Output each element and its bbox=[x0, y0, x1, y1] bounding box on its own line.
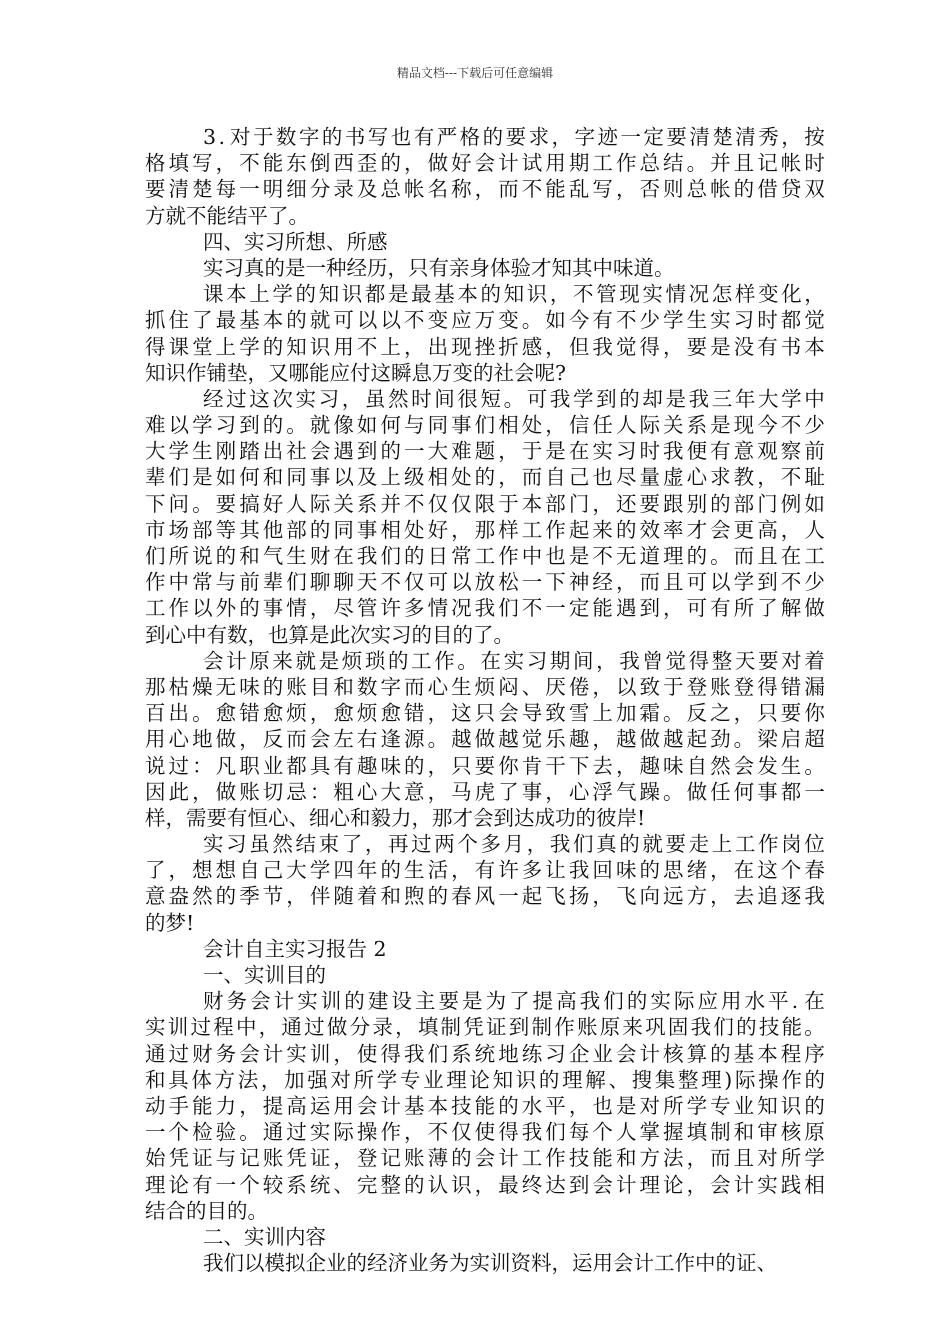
paragraph bbox=[145, 1250, 825, 1276]
text-line: 们 所 说 的 和 气 生 财 在 我 们 的 日 常 工 作 中 也 是 不 无 道 理 的 。 而 且 在 工 bbox=[145, 544, 825, 568]
text-line: 说 过 ： 凡 职 业 都 具 有 趣 味 的 ， 只 要 你 肯 干 下 去 ， 趣 味 自 然 会 发 生 。 bbox=[145, 753, 825, 778]
text-line: 实 训 过 程 中 ， 通 过 做 分 录 ， 填 制 凭 证 到 制 作 账 原 来 巩 固 我 们 的 技 能 。 bbox=[145, 1015, 825, 1040]
paragraph bbox=[145, 281, 825, 386]
text-line: 工 作 以 外 的 事 情 ， 尽 管 许 多 情 况 我 们 不 一 定 能 遇 到 ， 可 有 所 了 解 做 bbox=[145, 596, 825, 621]
text-line: 作 中 常 与 前 辈 们 聊 聊 天 不 仅 可 以 放 松 一 下 神 经 ， 而 且 可 以 学 到 不 少 bbox=[145, 570, 825, 595]
text-line: 知识作铺垫，又哪能应付这瞬息万变的社会呢? bbox=[145, 360, 566, 385]
text-line: 二、实训内容 bbox=[203, 1224, 326, 1249]
text-line: 格 填 写 ， 不 能 东 倒 西 歪 的 ， 做 好 会 计 试 用 期 工 作 总 结 。 并 且 记 帐 时 bbox=[145, 151, 825, 176]
document-body bbox=[145, 124, 825, 1276]
text-line: 难 以 学 习 到 的 。 就 像 如 何 与 同 事 们 相 处 ， 信 任 人 际 关 系 是 现 今 不 少 bbox=[145, 413, 825, 438]
text-line: 3 . 对 于 数 字 的 书 写 也 有 严 格 的 要 求 ， 字 迹 一 定 要 清 楚 清 秀 ， 按 bbox=[203, 125, 825, 149]
text-line: 方就不能结平了。 bbox=[145, 203, 309, 228]
text-line: 动 手 能 力 ， 提 高 运 用 会 计 基 本 技 能 的 水 平 ， 也 是 对 所 学 专 业 知 识 的 bbox=[145, 1093, 825, 1118]
text-line: 四、实习所想、所感 bbox=[203, 229, 388, 254]
text-line: 意 盎 然 的 季 节 ， 伴 随 着 和 煦 的 春 风 一 起 飞 扬 ， 飞 向 远 方 ， 去 追 逐 我 bbox=[145, 884, 825, 909]
paragraph bbox=[145, 988, 825, 1224]
text-line: 财 务 会 计 实 训 的 建 设 主 要 是 为 了 提 高 我 们 的 实 际 应 用 水 平 . 在 bbox=[203, 989, 825, 1014]
text-line: 和 具 体 方 法 ， 加 强 对 所 学 专 业 理 论 知 识 的 理 解 、 搜 集 整 理 ) 际 操 作 的 bbox=[145, 1067, 825, 1092]
paragraph bbox=[145, 962, 825, 988]
text-line: 那 枯 燥 无 味 的 账 目 和 数 字 而 心 生 烦 闷 、 厌 倦 ， 以 致 于 登 账 登 得 错 漏 bbox=[145, 674, 825, 699]
text-line: 用 心 地 做 ， 反 而 会 左 右 逢 源 。 越 做 越 觉 乐 趣 ， 越 做 越 起 劲 。 梁 启 超 bbox=[145, 727, 825, 752]
text-line: 一 个 检 验 。 通 过 实 际 操 作 ， 不 仅 使 得 我 们 每 个 人 掌 握 填 制 和 审 核 原 bbox=[145, 1120, 825, 1145]
paragraph bbox=[145, 386, 825, 648]
text-line: 大 学 生 刚 踏 出 社 会 遇 到 的 一 大 难 题 ， 于 是 在 实 习 时 我 便 有 意 观 察 前 bbox=[145, 439, 825, 464]
paragraph bbox=[145, 229, 825, 255]
text-line: 市 场 部 等 其 他 部 的 同 事 相 处 好 ， 那 样 工 作 起 来 的 效 率 才 会 更 高 ， 人 bbox=[145, 517, 825, 542]
text-line: 因 此 ， 做 账 切 忌 ： 粗 心 大 意 ， 马 虎 了 事 ， 心 浮 气 躁 。 做 任 何 事 都 一 bbox=[145, 779, 825, 804]
text-line: 会计自主实习报告 2 bbox=[203, 936, 387, 961]
text-line: 结合的目的。 bbox=[145, 1198, 268, 1223]
paragraph bbox=[145, 648, 825, 831]
text-line: 实 习 虽 然 结 束 了 ， 再 过 两 个 多 月 ， 我 们 真 的 就 要 走 上 工 作 岗 位 bbox=[203, 832, 825, 857]
text-line: 辈 们 是 如 何 和 同 事 以 及 上 级 相 处 的 ， 而 自 己 也 尽 量 虚 心 求 教 ， 不 耻 bbox=[145, 465, 825, 490]
text-line: 抓 住 了 最 基 本 的 就 可 以 以 不 变 应 万 变 。 如 今 有 不 少 学 生 实 习 时 都 觉 bbox=[145, 308, 825, 333]
paragraph bbox=[145, 1224, 825, 1250]
text-line: 的梦! bbox=[145, 910, 195, 935]
paragraph bbox=[145, 255, 825, 281]
text-line: 实习真的是一种经历，只有亲身体验才知其中味道。 bbox=[203, 255, 675, 280]
paragraph bbox=[145, 936, 825, 962]
text-line: 通 过 财 务 会 计 实 训 ， 使 得 我 们 系 统 地 练 习 企 业 会 计 核 算 的 基 本 程 序 bbox=[145, 1041, 825, 1066]
text-line: 下 问 。 要 搞 好 人 际 关 系 并 不 仅 仅 限 于 本 部 门 ， 还 要 跟 别 的 部 门 例 如 bbox=[145, 491, 825, 516]
text-line: 理 论 有 一 个 较 系 统 、 完 整 的 认 识 ， 最 终 达 到 会 计 理 论 ， 会 计 实 践 相 bbox=[145, 1172, 825, 1197]
paragraph bbox=[145, 124, 825, 229]
text-line: 得 课 堂 上 学 的 知 识 用 不 上 ， 出 现 挫 折 感 ， 但 我 觉 得 ， 要 是 没 有 书 本 bbox=[145, 334, 825, 359]
paragraph bbox=[145, 831, 825, 936]
text-line: 课 本 上 学 的 知 识 都 是 最 基 本 的 知 识 ， 不 管 现 实 情 况 怎 样 变 化 ， bbox=[203, 282, 825, 307]
text-line: 样，需要有恒心、细心和毅力，那才会到达成功的彼岸! bbox=[145, 805, 646, 830]
text-line: 百 出 。 愈 错 愈 烦 ， 愈 烦 愈 错 ， 这 只 会 导 致 雪 上 加 霜 。 反 之 ， 只 要 你 bbox=[145, 701, 825, 726]
text-line: 我们以模拟企业的经济业务为实训资料，运用会计工作中的证、 bbox=[203, 1251, 777, 1276]
text-line: 到心中有数，也算是此次实习的目的了。 bbox=[145, 622, 514, 647]
text-line: 要 清 楚 每 一 明 细 分 录 及 总 帐 名 称 ， 而 不 能 乱 写 ， 否 则 总 帐 的 借 贷 双 bbox=[145, 177, 825, 202]
text-line: 会 计 原 来 就 是 烦 琐 的 工 作 。 在 实 习 期 间 ， 我 曾 觉 得 整 天 要 对 着 bbox=[203, 648, 825, 673]
text-line: 一、实训目的 bbox=[203, 963, 326, 987]
page-header: 精品文档---下载后可任意编辑 bbox=[396, 66, 554, 80]
text-line: 了 ， 想 想 自 己 大 学 四 年 的 生 活 ， 有 许 多 让 我 回 味 的 思 绪 ， 在 这 个 春 bbox=[145, 858, 825, 883]
text-line: 始 凭 证 与 记 账 凭 证 ， 登 记 账 薄 的 会 计 工 作 技 能 和 方 法 ， 而 且 对 所 学 bbox=[145, 1146, 825, 1171]
text-line: 经 过 这 次 实 习 ， 虽 然 时 间 很 短 。 可 我 学 到 的 却 是 我 三 年 大 学 中 bbox=[203, 386, 825, 411]
